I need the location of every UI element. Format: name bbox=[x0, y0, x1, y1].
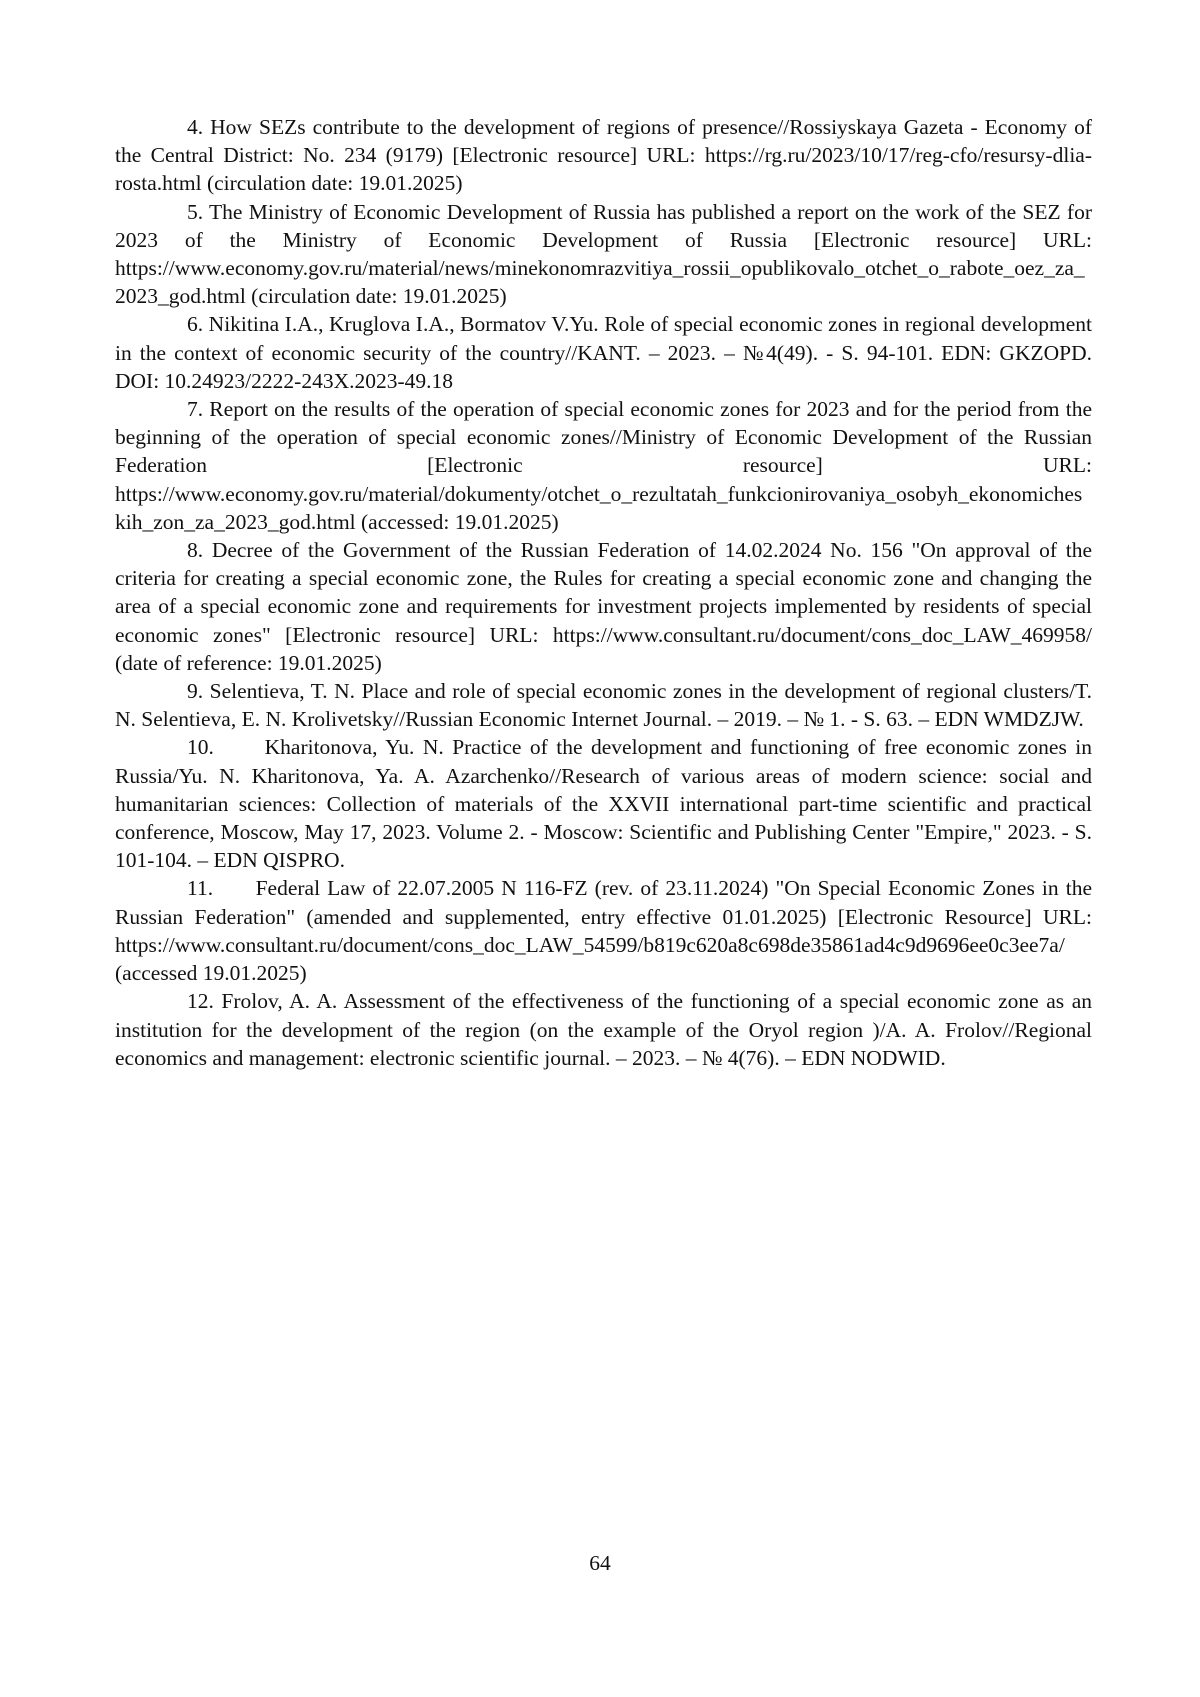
reference-item-6: 6. Nikitina I.A., Kruglova I.A., Bormatov V.Yu. Role of special economic zones in regional development in the context of economic security of the country//KANT. – 2023. – №4(49). - S. 94-101. EDN: GKZOPD. DOI: 10.24923/2222-243X.2023-49.18 bbox=[115, 312, 1092, 393]
reference-item-8: 8. Decree of the Government of the Russian Federation of 14.02.2024 No. 156 "On approval of the criteria for creating a special economic zone, the Rules for creating a special economic zone and changing the area of a special economic zone and requirements for investment projects implemented by residents of special economic zones" [Electronic resource] URL: https://www.consultant.ru/document/cons_doc_LAW_469958/ (date of reference: 19.01.2025) bbox=[115, 538, 1092, 675]
page-number: 64 bbox=[589, 1551, 611, 1575]
reference-item-9: 9. Selentieva, T. N. Place and role of special economic zones in the development of regional clusters/T. N. Selentieva, E. N. Krolivetsky//Russian Economic Internet Journal. – 2019. – № 1. - S. 63. – EDN WMDZJW. bbox=[115, 679, 1092, 732]
reference-item-5: 5. The Ministry of Economic Development of Russia has published a report on the work of the SEZ for 2023 of the Ministry of Economic Development of Russia [Electronic resource] URL: https://www.economy.gov.ru/material/news/minekonomrazvitiya_rossii_opublikovalo_otchet_o_rabote_oez_za_2023_god.html (circulation date: 19.01.2025) bbox=[115, 199, 1092, 309]
reference-item-11: 11. Federal Law of 22.07.2005 N 116-FZ (rev. of 23.11.2024) "On Special Economic Zones in the Russian Federation" (amended and supplemented, entry effective 01.01.2025) [Electronic Resource] URL: https://www.consultant.ru/document/cons_doc_LAW_54599/b819c620a8c698de35861ad4c9d9696ee0c3ee7a/ (accessed 19.01.2025) bbox=[115, 876, 1092, 986]
reference-item-12: 12. Frolov, A. A. Assessment of the effectiveness of the functioning of a special economic zone as an institution for the development of the region (on the example of the Oryol region )/A. A. Frolov//Regional economics and management: electronic scientific journal. – 2023. – № 4(76). – EDN NODWID. bbox=[115, 989, 1092, 1070]
reference-item-10: 10. Kharitonova, Yu. N. Practice of the development and functioning of free economic zones in Russia/Yu. N. Kharitonova, Ya. A. Azarchenko//Research of various areas of modern science: social and humanitarian sciences: Collection of materials of the XXVII international part-time scientific and practical conference, Moscow, May 17, 2023. Volume 2. - Moscow: Scientific and Publishing Center "Empire," 2023. - S. 101-104. – EDN QISPRO. bbox=[115, 735, 1092, 873]
reference-item-4: 4. How SEZs contribute to the development of regions of presence//Rossiyskaya Gazeta - Economy of the Central District: No. 234 (9179) [Electronic resource] URL: https://rg.ru/2023/10/17/reg-cfo/resursy-dlia-rosta.html (circulation date: 19.01.2025) bbox=[115, 115, 1092, 196]
reference-list bbox=[115, 113, 1092, 1072]
reference-item-7: 7. Report on the results of the operation of special economic zones for 2023 and for the period from the beginning of the operation of special economic zones//Ministry of Economic Development of the Russian Federation [Electronic resource] URL: https://www.economy.gov.ru/material/dokumenty/otchet_o_rezultatah_funkcionirovaniya_osobyh_ekonomicheskih_zon_za_2023_god.html (accessed: 19.01.2025) bbox=[115, 397, 1092, 534]
